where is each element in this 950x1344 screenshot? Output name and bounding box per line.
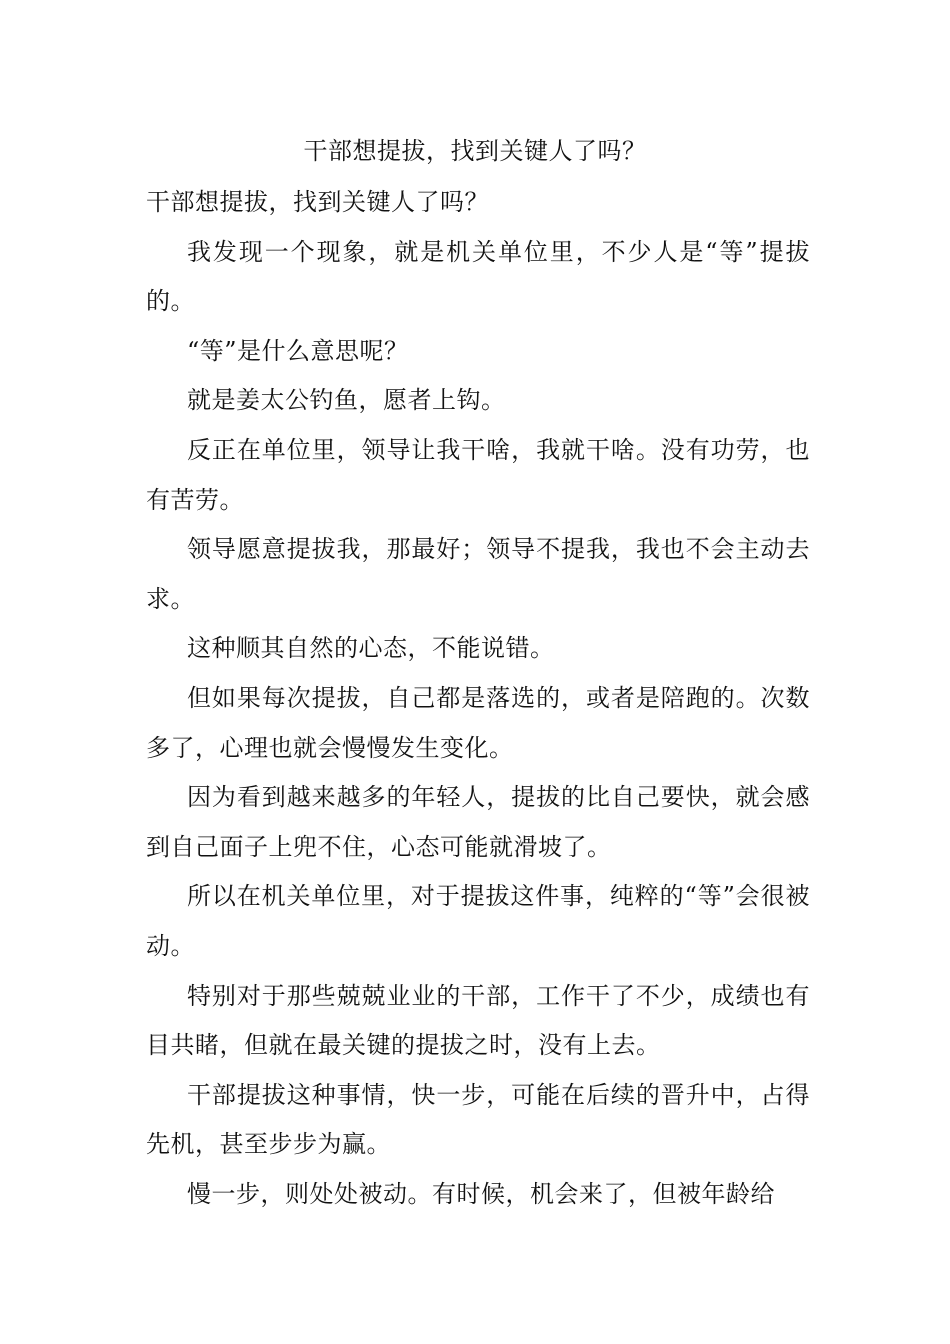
document-title: 干部想提拔，找到关键人了吗？ — [303, 137, 647, 165]
paragraph: 特别对于那些兢兢业业的干部，工作干了不少，成绩也有目共睹，但就在最关键的提拔之时，没有上去。 — [146, 981, 810, 1060]
paragraph: 慢一步，则处处被动。有时候，机会来了，但被年龄给 — [187, 1179, 775, 1208]
paragraph: 领导愿意提拔我，那最好；领导不提我，我也不会主动去求。 — [146, 535, 810, 613]
paragraph: 干部想提拔，找到关键人了吗？ — [146, 188, 489, 216]
paragraph: 干部提拔这种事情，快一步，可能在后续的晋升中，占得先机，甚至步步为赢。 — [146, 1080, 810, 1159]
paragraph: 我发现一个现象，就是机关单位里，不少人是“等”提拔的。 — [146, 237, 810, 316]
paragraph: 因为看到越来越多的年轻人，提拔的比自己要快，就会感到自己面子上兜不住，心态可能就滑坡了。 — [146, 783, 810, 861]
paragraph: 反正在单位里，领导让我干啥，我就干啥。没有功劳，也有苦劳。 — [146, 435, 810, 514]
document-body — [146, 178, 810, 1219]
paragraph: 所以在机关单位里，对于提拔这件事，纯粹的“等”会很被动。 — [146, 882, 810, 960]
paragraph: “等”是什么意思呢？ — [187, 336, 409, 365]
paragraph: 但如果每次提拔，自己都是落选的，或者是陪跑的。次数多了，心理也就会慢慢发生变化。 — [146, 683, 810, 762]
paragraph: 这种顺其自然的心态，不能说错。 — [187, 634, 555, 663]
paragraph: 就是姜太公钓鱼，愿者上钩。 — [187, 386, 506, 415]
